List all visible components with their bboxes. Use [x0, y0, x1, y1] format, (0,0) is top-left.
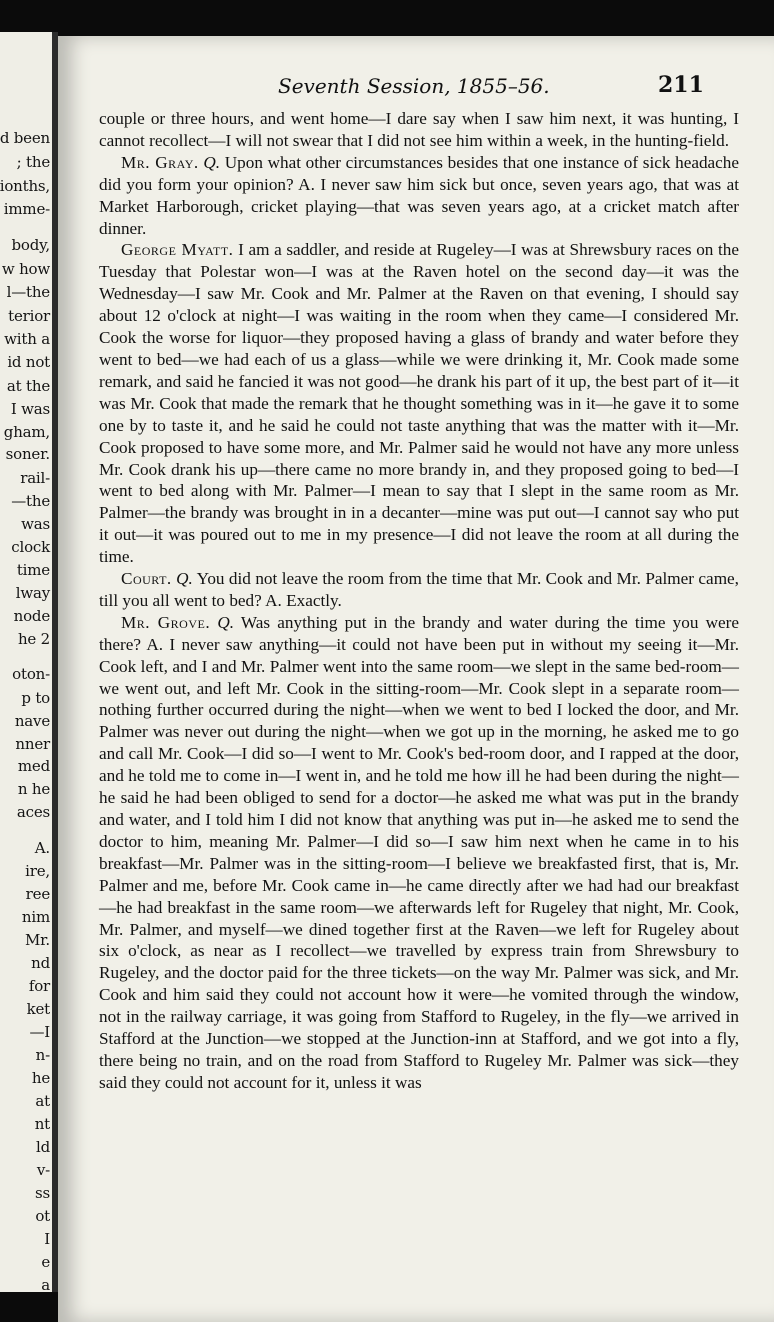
speaker-name: George Myatt.: [121, 240, 234, 260]
left-line: time: [16, 561, 50, 579]
left-line: nner: [15, 735, 50, 753]
paragraph: [99, 239, 739, 568]
book-page: [58, 36, 774, 1322]
left-line: soner.: [5, 445, 50, 463]
left-line: ire,: [25, 862, 50, 880]
left-line: Mr.: [24, 931, 50, 949]
left-line: d been: [0, 129, 50, 147]
left-line: A.: [34, 839, 50, 857]
paragraph: [99, 152, 739, 240]
left-line: at: [35, 1092, 50, 1110]
left-line: for: [28, 977, 50, 995]
paragraph-text: couple or three hours, and went home—I dare say when I saw him next, it was hunting, I cannot recollect—I will not swear that I did not see him within a week, in the hunting-field.: [99, 109, 739, 150]
left-line: aces: [16, 803, 50, 821]
left-line: node: [13, 607, 50, 625]
left-line: nim: [21, 908, 50, 926]
left-line: body,: [11, 236, 50, 254]
left-line: nave: [14, 712, 50, 730]
left-line: with a: [4, 330, 50, 348]
left-line: —I: [29, 1023, 50, 1041]
left-line: v-: [36, 1161, 50, 1179]
left-line: I was: [10, 400, 50, 418]
left-line: he: [31, 1069, 50, 1087]
left-line: nt: [34, 1115, 50, 1133]
left-line: —the: [11, 492, 50, 510]
paragraph-text: I am a saddler, and reside at Rugeley—I was at Shrewsbury races on the Tuesday that Polestar won—I was at the Raven hotel on the second day—it was the Wednesday—I saw Mr. Cook and Mr. Palmer at the Raven on that evening, I should say about 12 o'clock at night—I was waiting in the room when they came—I considered Mr. Cook the worse for liquor—they proposed having a glass of brandy and water before they went to bed—we had each of us a glass—while we were drinking it, Mr. Cook made some remark, and said he fancied it was not good—he drank his part of it up, the best part of it—it was Mr. Cook that made the remark that he thought something was in it—he gave it to some one by to taste it, and he said he could not taste anything that was the matter with it—Mr. Cook proposed to have some more, and Mr. Palmer said he would not have any more unless Mr. Cook drank his up—there came no more brandy in, and they proposed going to bed—I went to bed along with Mr. Palmer—I mean to say that I slept in the same room as Mr. Palmer—the brandy was brought in in a decanter—mine was put out—I cannot say who put it out—it was poured out to me in my presence—I did not leave the room at all during the time.: [99, 240, 740, 567]
left-line: a: [41, 1276, 50, 1292]
left-line: clock: [11, 538, 50, 556]
left-line: lway: [15, 584, 50, 602]
paragraph-text: You did not leave the room from the time that Mr. Cook and Mr. Palmer came, till you all went to bed? A. Exactly.: [99, 569, 739, 610]
left-line: ; the: [16, 153, 50, 171]
left-line: ket: [26, 1000, 50, 1018]
left-line: imme-: [3, 200, 50, 218]
question-marker: Q.: [217, 612, 235, 632]
left-line: was: [21, 515, 50, 533]
left-line: e: [41, 1253, 50, 1271]
speaker-name: Mr. Gray.: [121, 152, 199, 172]
left-line: nd: [31, 954, 50, 972]
left-line: id not: [7, 353, 50, 371]
left-line: ot: [35, 1207, 50, 1225]
left-line: rail-: [20, 469, 50, 487]
paragraph: [99, 108, 739, 152]
paragraph: [99, 612, 739, 1094]
left-line: p to: [21, 689, 50, 707]
page-body: [99, 108, 739, 1094]
left-line: at the: [6, 377, 50, 395]
left-line: w how: [1, 260, 50, 278]
left-line: ree: [25, 885, 50, 903]
left-line: ionths,: [0, 177, 50, 195]
left-page-fragment: [0, 32, 58, 1292]
left-line: he 2: [17, 630, 50, 648]
left-line: terior: [8, 307, 50, 325]
left-line: gham,: [3, 423, 50, 441]
left-line: oton-: [12, 665, 50, 683]
speaker-name: Mr. Grove.: [121, 612, 211, 632]
question-marker: Q.: [203, 152, 221, 172]
page-header: [58, 74, 774, 100]
running-head: Seventh Session, 1855–56.: [278, 74, 550, 98]
paragraph: [99, 568, 739, 612]
left-line: n he: [17, 780, 50, 798]
left-line: l—the: [6, 283, 50, 301]
paragraph-text: Was anything put in the brandy and water during the time you were there? A. I never saw anything—it could not have been put in without my seeing it—Mr. Cook left, and I and Mr. Palmer went into the same room—we slept in the same bed-room—we went out, and left Mr. Cook in the sitting-room—Mr. Cook slept in a separate room—nothing further occurred during the night—when we went to bed I locked the door, and Mr. Palmer was never out during the night—when we got up in the morning, he asked me to go and call Mr. Cook—I did so—I went to Mr. Cook's bed-room door, and I rapped at the door, and he told me to come in—I went in, and he told me how ill he had been during the night—he said he had been obliged to send for a doctor—he asked me what was put in the brandy and water, and I told him I did not know that anything was put in—he asked me to send the doctor to him, meaning Mr. Palmer—I did so—I saw him next when he came in to his breakfast—Mr. Palmer was in the sitting-room—I believe we breakfasted first, that is, Mr. Palmer and me, before Mr. Cook came in—he came directly after we had had our breakfast—he had breakfast in the same room—we afterwards left for Rugeley that night, Mr. Cook, Mr. Palmer, and myself—we dined together first at the Raven—we left for Rugeley about six o'clock, as near as I recollect—we travelled by express train from Shrewsbury to Rugeley, and the doctor paid for the three tickets—on the way Mr. Palmer was sick, and Mr. Cook and him said they could not account how it were—he vomited through the window, not in the railway carriage, it was going from Stafford to Rugeley, in the fly—we arrived in Stafford at the Junction—we stopped at the Junction-inn at Stafford, and we got into a fly, there being no train, and on the road from Stafford to Rugeley Mr. Palmer was sick—they said they could not account for it, unless it was: [99, 612, 739, 1092]
left-line: ld: [36, 1138, 50, 1156]
left-line: ss: [35, 1184, 50, 1202]
speaker-name: Court.: [121, 569, 172, 589]
question-marker: Q.: [176, 569, 193, 589]
page-number: 211: [658, 72, 704, 98]
left-line: I: [44, 1230, 50, 1248]
left-line: n-: [35, 1046, 50, 1064]
left-line: med: [17, 757, 50, 775]
paragraph-text: Upon what other circumstances besides that one instance of sick headache did you form your opinion? A. I never saw him sick but once, seven years ago, that was at Market Harborough, cricket playing—that was seven years ago, at a cricket match after dinner.: [99, 152, 740, 238]
